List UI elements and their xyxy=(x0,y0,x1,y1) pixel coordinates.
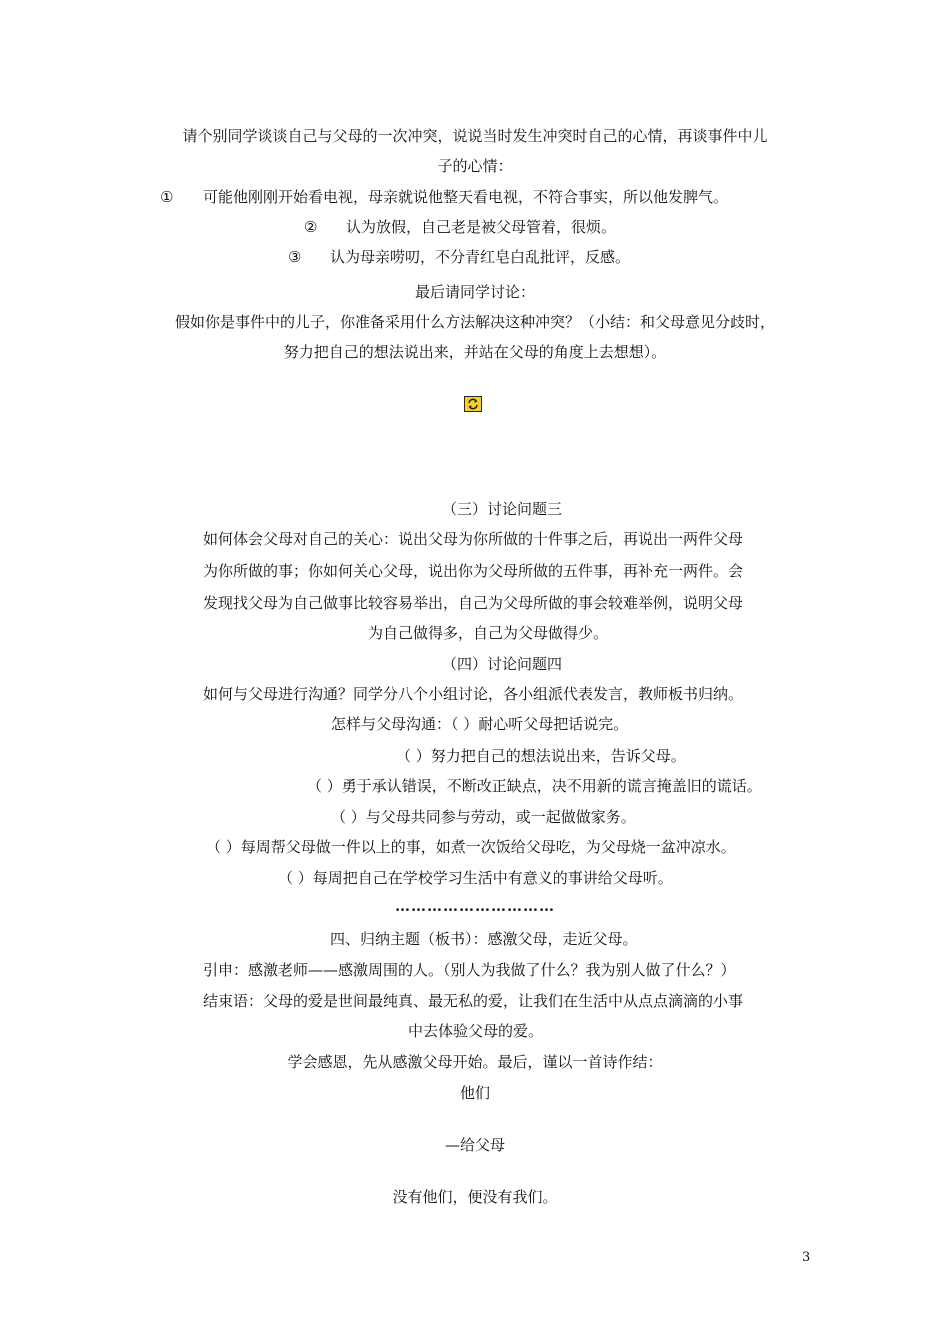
question-line-2: 努力把自己的想法说出来，并站在父母的角度上去想想）。 xyxy=(283,343,667,361)
checklist-item-1: （ ）耐心听父母把话说完。 xyxy=(451,715,629,733)
section-3-line-1: 如何体会父母对自己的关心：说出父母为你所做的十件事之后，再说出一两件父母 xyxy=(203,530,744,548)
intro-line-1: 请个别同学谈谈自己与父母的一次冲突，说说当时发生冲突时自己的心情，再谈事件中儿 xyxy=(182,127,768,145)
poem-first-line: 没有他们，便没有我们。 xyxy=(392,1188,558,1206)
closing-line-2: 中去体验父母的爱。 xyxy=(408,1022,544,1040)
refresh-arrows-icon xyxy=(465,397,481,411)
section-3-line-3: 发现找父母为自己做事比较容易举出，自己为父母所做的事会较难举例，说明父母 xyxy=(203,594,744,612)
section-3-line-4: 为自己做得多，自己为父母做得少。 xyxy=(368,624,609,642)
point-1-text: 可能他刚刚开始看电视，母亲就说他整天看电视，不符合事实，所以他发脾气。 xyxy=(203,188,729,206)
section-4-heading: （四）讨论问题四 xyxy=(442,655,563,673)
checklist-lead: 怎样与父母沟通： xyxy=(331,715,452,733)
section-3-heading: （三）讨论问题三 xyxy=(442,500,563,518)
summary-heading: 四、归纳主题（板书）：感激父母，走近父母。 xyxy=(330,930,638,948)
checklist-row-1 xyxy=(331,714,628,734)
ellipsis: ………………………… xyxy=(395,897,555,915)
point-2-text: 认为放假，自己老是被父母管着，很烦。 xyxy=(346,218,617,236)
section-3-line-2: 为你所做的事；你如何关心父母，说出你为父母所做的五件事，再补充一两件。会 xyxy=(203,562,744,580)
point-3-marker: ③ xyxy=(288,248,302,266)
question-line-1: 假如你是事件中的儿子，你准备采用什么方法解决这种冲突？（小结：和父母意见分歧时， xyxy=(174,313,775,331)
intro-line-2: 子的心情： xyxy=(437,157,513,175)
point-2-marker: ② xyxy=(304,218,318,236)
closing-line-1: 结束语：父母的爱是世间最纯真、最无私的爱，让我们在生活中从点点滴滴的小事 xyxy=(203,992,744,1010)
poem-title: 他们 xyxy=(459,1084,490,1102)
checklist-item-2: （ ）努力把自己的想法说出来，告诉父母。 xyxy=(396,747,686,765)
point-1-marker: ① xyxy=(160,188,174,206)
final-prompt: 最后请同学讨论： xyxy=(414,283,535,301)
poem-lead-in: 学会感恩，先从感激父母开始。最后，谨以一首诗作结： xyxy=(287,1053,663,1071)
embedded-object[interactable] xyxy=(464,396,482,412)
summary-extension: 引申：感激老师——感激周围的人。（别人为我做了什么？我为别人做了什么？） xyxy=(203,961,736,979)
checklist-item-6: （ ）每周把自己在学校学习生活中有意义的事讲给父母听。 xyxy=(278,869,673,887)
page-number: 3 xyxy=(802,1250,811,1265)
poem-subtitle: —给父母 xyxy=(444,1136,505,1154)
checklist-item-5: （ ）每周帮父母做一件以上的事，如煮一次饭给父母吃，为父母烧一盆冲凉水。 xyxy=(206,838,736,856)
point-3-text: 认为母亲唠叨，不分青红皂白乱批评，反感。 xyxy=(330,248,631,266)
checklist-item-4: （ ）与父母共同参与劳动，或一起做做家务。 xyxy=(331,808,636,826)
checklist-item-3: （ ）勇于承认错误，不断改正缺点，决不用新的谎言掩盖旧的谎话。 xyxy=(307,777,762,795)
section-4-intro: 如何与父母进行沟通？同学分八个小组讨论，各小组派代表发言，教师板书归纳。 xyxy=(203,685,744,703)
